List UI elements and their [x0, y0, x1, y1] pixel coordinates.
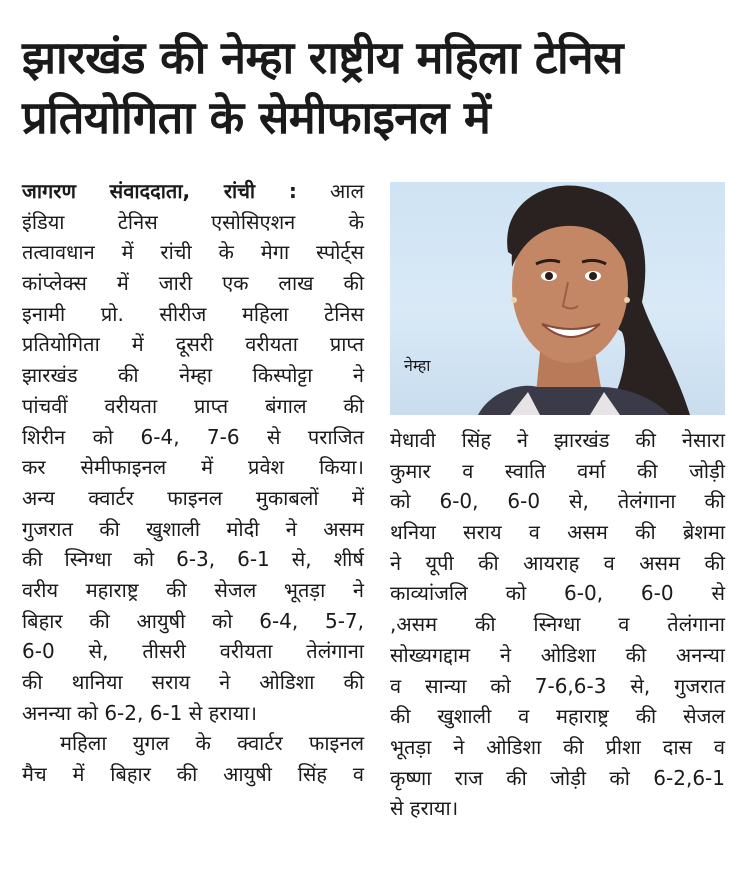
article-line: ,असम की स्निग्धा व तेलंगाना	[390, 612, 725, 637]
article-line: अन्य क्वार्टर फाइनल मुकाबलों में	[22, 485, 364, 510]
article-line: शिरीन को 6-4, 7-6 से पराजित	[22, 424, 364, 449]
article-line: गुजरात की खुशाली मोदी ने असम	[22, 516, 364, 541]
article-line: कुमार व स्वाति वर्मा की जोड़ी	[390, 458, 725, 483]
article-line: इनामी प्रो. सीरीज महिला टेनिस	[22, 301, 364, 326]
article-line: कांप्लेक्स में जारी एक लाख की	[22, 271, 364, 296]
article-line: पांचवीं वरीयता प्राप्त बंगाल की	[22, 393, 364, 418]
article-line: वरीय महाराष्ट्र की सेजल भूतड़ा ने	[22, 577, 364, 602]
article-line: बिहार की आयुषी को 6-4, 5-7,	[22, 608, 364, 633]
article-line: प्रतियोगिता में दूसरी वरीयता प्राप्त	[22, 332, 364, 357]
player-portrait-image	[390, 182, 725, 415]
headline-line-2: प्रतियोगिता के सेमीफाइनल में	[22, 91, 491, 144]
article-line: की थानिया सराय ने ओडिशा की	[22, 670, 364, 694]
article-line: तत्वावधान में रांची के मेगा स्पोर्ट्स	[22, 240, 364, 265]
article-line: कृष्णा राज की जोड़ी को 6-2,6-1	[390, 765, 725, 790]
article-line: काव्यांजलि को 6-0, 6-0 से	[390, 581, 725, 606]
article-line: महिला युगल के क्वार्टर फाइनल	[60, 731, 364, 756]
article-line-first	[22, 176, 364, 207]
byline: जागरण संवाददाता, रांची :	[22, 179, 297, 203]
article-column-right	[390, 425, 725, 824]
article-line: थनिया सराय व असम की ब्रेशमा	[390, 520, 725, 545]
article-line: 6-0 से, तीसरी वरीयता तेलंगाना	[22, 639, 364, 664]
article-line: अनन्या को 6-2, 6-1 से हराया।	[22, 700, 257, 725]
player-photo	[390, 182, 725, 415]
photo-caption: नेम्हा	[404, 356, 431, 375]
article-line: की खुशाली व महाराष्ट्र की सेजल	[390, 704, 725, 729]
article-line: झारखंड की नेम्हा किस्पोट्टा ने	[22, 363, 364, 388]
article-line: सोख्यगद्दाम ने ओडिशा की अनन्या	[390, 642, 725, 667]
article-text: आल	[330, 179, 364, 203]
article-line: भूतड़ा ने ओडिशा की प्रीशा दास व	[390, 734, 725, 759]
article-line: कर सेमीफाइनल में प्रवेश किया।	[22, 455, 364, 480]
article-line: ने यूपी की आयराह व असम की	[390, 550, 725, 575]
article-line: मेधावी सिंह ने झारखंड की नेसारा	[390, 428, 725, 452]
article-line: से हराया।	[390, 796, 459, 821]
article-column-left	[22, 176, 364, 790]
article-line: इंडिया टेनिस एसोसिएशन के	[22, 209, 364, 234]
article-line: व सान्या को 7-6,6-3 से, गुजरात	[390, 673, 725, 698]
article-line: को 6-0, 6-0 से, तेलंगाना की	[390, 489, 725, 514]
article-line: की स्निग्धा को 6-3, 6-1 से, शीर्ष	[22, 547, 364, 572]
headline	[22, 28, 732, 148]
article-line: मैच में बिहार की आयुषी सिंह व	[22, 762, 364, 787]
headline-line-1: झारखंड की नेम्हा राष्ट्रीय महिला टेनिस	[22, 31, 624, 84]
